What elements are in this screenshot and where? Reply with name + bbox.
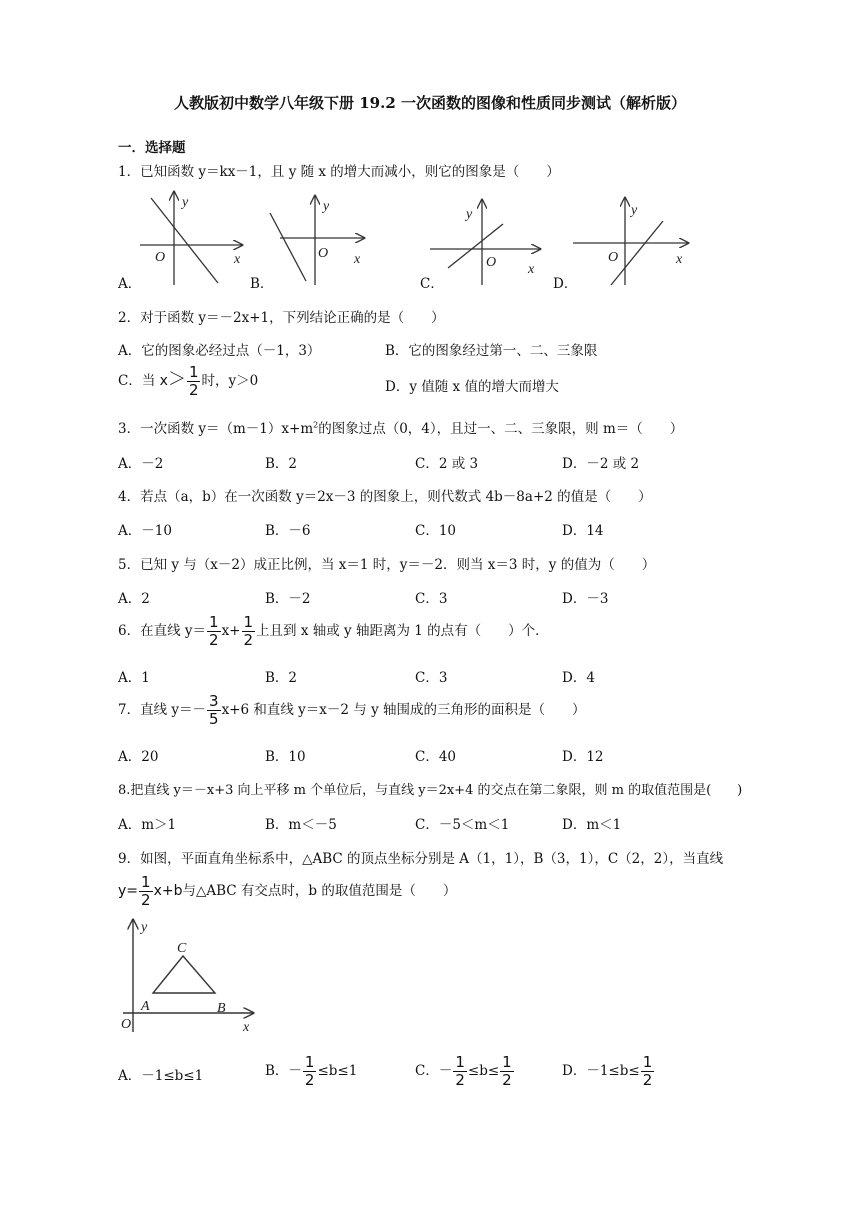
q5-option-d: D．－3: [562, 591, 609, 607]
question-4-stem: 4．若点（a，b）在一次函数 y＝2x－3 的图象上，则代数式 4b－8a+2 的值是（ ）: [118, 489, 652, 505]
q7-option-a: A．20: [118, 749, 159, 765]
q1-option-a-label: A．: [118, 276, 142, 292]
q6-option-c: C．3: [415, 670, 448, 686]
svg-text:y: y: [631, 203, 638, 218]
q2-option-b: B．它的图象经过第一、二、三象限: [385, 343, 598, 359]
fraction: $\frac{1}{2}$: [209, 613, 219, 649]
q3-option-b: B．2: [265, 456, 298, 472]
q4-option-d: D．14: [562, 523, 604, 539]
question-8-stem: 8.把直线 y＝－x+3 向上平移 m 个单位后，与直线 y＝2x+4 的交点在第二象限，则 m 的取值范围是( ): [118, 783, 743, 798]
q6-option-a: A．1: [118, 670, 150, 686]
fraction: $\frac{1}{2}$: [502, 1053, 512, 1089]
q7-option-b: B．10: [265, 749, 306, 765]
fraction: $\frac{1}{2}$: [304, 1053, 315, 1089]
q5-option-c: C．3: [415, 591, 448, 607]
question-7-stem: 7．直线 y＝－ $\frac{3}{5}$ x+6 和直线 y＝x－2 与 y 轴围成的三角形的面积是（ ）: [118, 692, 586, 728]
question-9-stem-line2: y= $\frac{1}{2}$ x+b与△ABC 有交点时，b 的取值范围是（ ）: [118, 873, 457, 909]
graph-b: [270, 196, 364, 285]
svg-text:O: O: [318, 246, 329, 261]
question-2-stem: 2．对于函数 y＝－2x+1，下列结论正确的是（ ）: [118, 310, 445, 326]
y-axis-label: y: [141, 920, 148, 935]
x-axis-label: x: [243, 1020, 250, 1035]
question-9-figure: [113, 914, 258, 1036]
q6-option-d: D．4: [562, 670, 595, 686]
q1-option-c-label: C．: [420, 276, 444, 292]
section-heading: 一．选择题: [118, 140, 186, 156]
svg-text:y: y: [323, 199, 330, 214]
q6-option-b: B．2: [265, 670, 298, 686]
question-5-stem: 5．已知 y 与（x－2）成正比例，当 x＝1 时，y＝－2．则当 x＝3 时，y 的值为（ ）: [118, 557, 656, 573]
vertex-c-label: C: [177, 941, 187, 956]
q4-option-a: A．－10: [118, 523, 172, 539]
vertex-a-label: A: [141, 999, 150, 1014]
svg-text:x: x: [528, 262, 535, 277]
q3-option-c: C．2 或 3: [415, 456, 479, 472]
q1-option-d-label: D．: [553, 276, 578, 292]
svg-text:x: x: [354, 252, 361, 267]
svg-text:y: y: [466, 207, 473, 222]
q1-option-b-label: B．: [250, 276, 274, 292]
q8-option-d: D．m＜1: [562, 817, 622, 833]
q9-option-a: A．－1≤b≤1: [118, 1068, 204, 1084]
question-1-graphs: [118, 186, 698, 290]
question-3-stem: 3．一次函数 $y=(m-1)x+m^2$的图象过点（0，4），且过一、二、三象限，则 m＝（ ）: [118, 420, 684, 437]
q4-option-b: B．－6: [265, 523, 311, 539]
q5-option-a: A．2: [118, 591, 150, 607]
question-9-stem: 9．如图，平面直角坐标系中，△ABC 的顶点坐标分别是 A（1，1），B（3，1），C（2，2），当直线: [118, 851, 724, 867]
vertex-b-label: B: [217, 1001, 226, 1016]
q9-option-b: B．－ $\frac{1}{2}$ ≤b≤1: [265, 1053, 358, 1089]
graph-d: [573, 198, 688, 285]
fraction: $\frac{3}{5}$: [209, 692, 219, 728]
q5-option-b: B．－2: [265, 591, 311, 607]
q2-option-d: D．y 值随 x 值的增大而增大: [385, 379, 559, 395]
page-title: 人教版初中数学八年级下册 19.2 一次函数的图像和性质同步测试（解析版）: [174, 94, 686, 112]
svg-text:x: x: [676, 252, 683, 267]
svg-text:O: O: [155, 250, 166, 265]
triangle-abc: [153, 956, 215, 993]
svg-text:y: y: [182, 195, 189, 210]
q7-option-c: C．40: [415, 749, 457, 765]
question-6-stem: 6．在直线 y＝ $\frac{1}{2}$ x+ $\frac{1}{2}$ 上且到 x 轴或 y 轴距离为 1 的点有（ ）个．: [118, 613, 549, 649]
q8-option-c: C．－5＜m＜1: [415, 817, 510, 833]
origin-label: O: [121, 1017, 132, 1032]
svg-text:x: x: [234, 252, 241, 267]
q8-option-b: B．m＜－5: [265, 817, 337, 833]
question-1-stem: 1．已知函数 y＝kx－1，且 y 随 x 的增大而减小，则它的图象是（ ）: [118, 164, 560, 180]
graph-a: [140, 192, 242, 285]
q2-option-a: A．它的图象必经过点（－1，3）: [118, 343, 321, 359]
fraction: $\frac{1}{2}$: [243, 613, 254, 649]
q9-option-d: D．－1≤b≤ $\frac{1}{2}$: [562, 1053, 653, 1089]
q9-option-c: C．－ $\frac{1}{2}$ ≤b≤ $\frac{1}{2}$: [415, 1053, 512, 1089]
fraction: $\frac{1}{2}$: [188, 363, 199, 399]
graph-c: [430, 200, 540, 285]
q3-option-a: A．－2: [118, 456, 164, 472]
svg-text:O: O: [486, 255, 497, 270]
fraction: $\frac{1}{2}$: [141, 873, 151, 909]
fraction: $\frac{1}{2}$: [455, 1053, 465, 1089]
q4-option-c: C．10: [415, 523, 457, 539]
svg-text:O: O: [608, 250, 619, 265]
q3-option-d: D．－2 或 2: [562, 456, 640, 472]
fraction: $\frac{1}{2}$: [642, 1053, 653, 1089]
q7-option-d: D．12: [562, 749, 604, 765]
q8-option-a: A．m＞1: [118, 817, 177, 833]
q2-option-c: C．当 x＞ $\frac{1}{2}$ 时，y＞0: [118, 363, 259, 399]
